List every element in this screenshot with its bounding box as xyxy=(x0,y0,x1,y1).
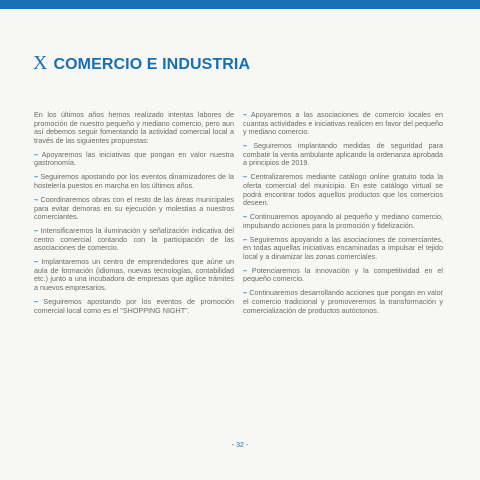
list-item: – Seguiremos implantando medidas de seguridad para combatir la venta ambulante aplicando la ordenanza aprobada a principios de 2019. xyxy=(243,141,443,168)
list-item: – Apoyaremos las iniciativas que pongan en valor nuestra gastronomía. xyxy=(34,149,234,168)
right-column xyxy=(243,111,443,321)
section-number: X xyxy=(33,52,48,74)
list-item: – Coordinaremos obras con el resto de las áreas municipales para evitar demoras en su ejecución y molestias a nuestros comerciantes. xyxy=(34,194,234,222)
list-item: – Apoyaremos a las asociaciones de comercio locales en cuantas actividades e iniciativas realicen en favor del pequeño y mediano comercio. xyxy=(243,110,443,137)
page-number: - 32 - xyxy=(231,442,249,449)
list-item: – Continuaremos apoyando al pequeño y mediano comercio, impulsando acciones para la promoción y fidelización. xyxy=(243,212,443,230)
list-item: – Potenciaremos la innovación y la competitividad en el pequeño comercio. xyxy=(243,265,443,284)
top-accent-bar xyxy=(0,0,480,9)
list-item: – Centralizaremos mediante catálogo online gratuito toda la oferta comercial del municipio. En este catálogo virtual se podrá encontrar todos aquellos productos que los comercios deseen. xyxy=(243,172,444,208)
list-item: – Seguiremos apostando por los eventos dinamizadores de la hostelería puestos en marcha en los últimos años. xyxy=(34,172,234,190)
list-item: – Seguiremos apoyando a las asociaciones de comerciantes, en todas aquellas iniciativas encaminadas a impulsar el tejido local y a dinamizar las zonas comerciales. xyxy=(243,234,443,261)
section-title: COMERCIO E INDUSTRIA xyxy=(53,56,251,73)
list-item: – Continuaremos desarrollando acciones que pongan en valor el comercio tradicional y promoveremos la transformación y comercialización de productos autóctonos. xyxy=(243,288,443,315)
list-item: – Intensificaremos la iluminación y señalización indicativa del centro comercial contando con la participación de las asociaciones de comercio. xyxy=(34,226,234,253)
page-title xyxy=(33,52,250,75)
list-item: – Implantaremos un centro de emprendedores que aúne un aula de formación (idiomas, nuevas tecnologías, contabilidad etc.) junto a una incubadora de empresas que agilice trámites a nuevos empresarios. xyxy=(34,257,234,293)
left-column xyxy=(34,111,234,321)
intro-paragraph: En los últimos años hemos realizado intentas labores de promoción de nuestro pequeño y mediano comercio, pero aun así debemos seguir fomentando la actividad comercial local a través de las siguientes propuestas: xyxy=(34,110,234,145)
list-item: – Seguiremos apostando por los eventos de promoción comercial local como es el "SHOPPING NIGHT". xyxy=(34,297,234,315)
